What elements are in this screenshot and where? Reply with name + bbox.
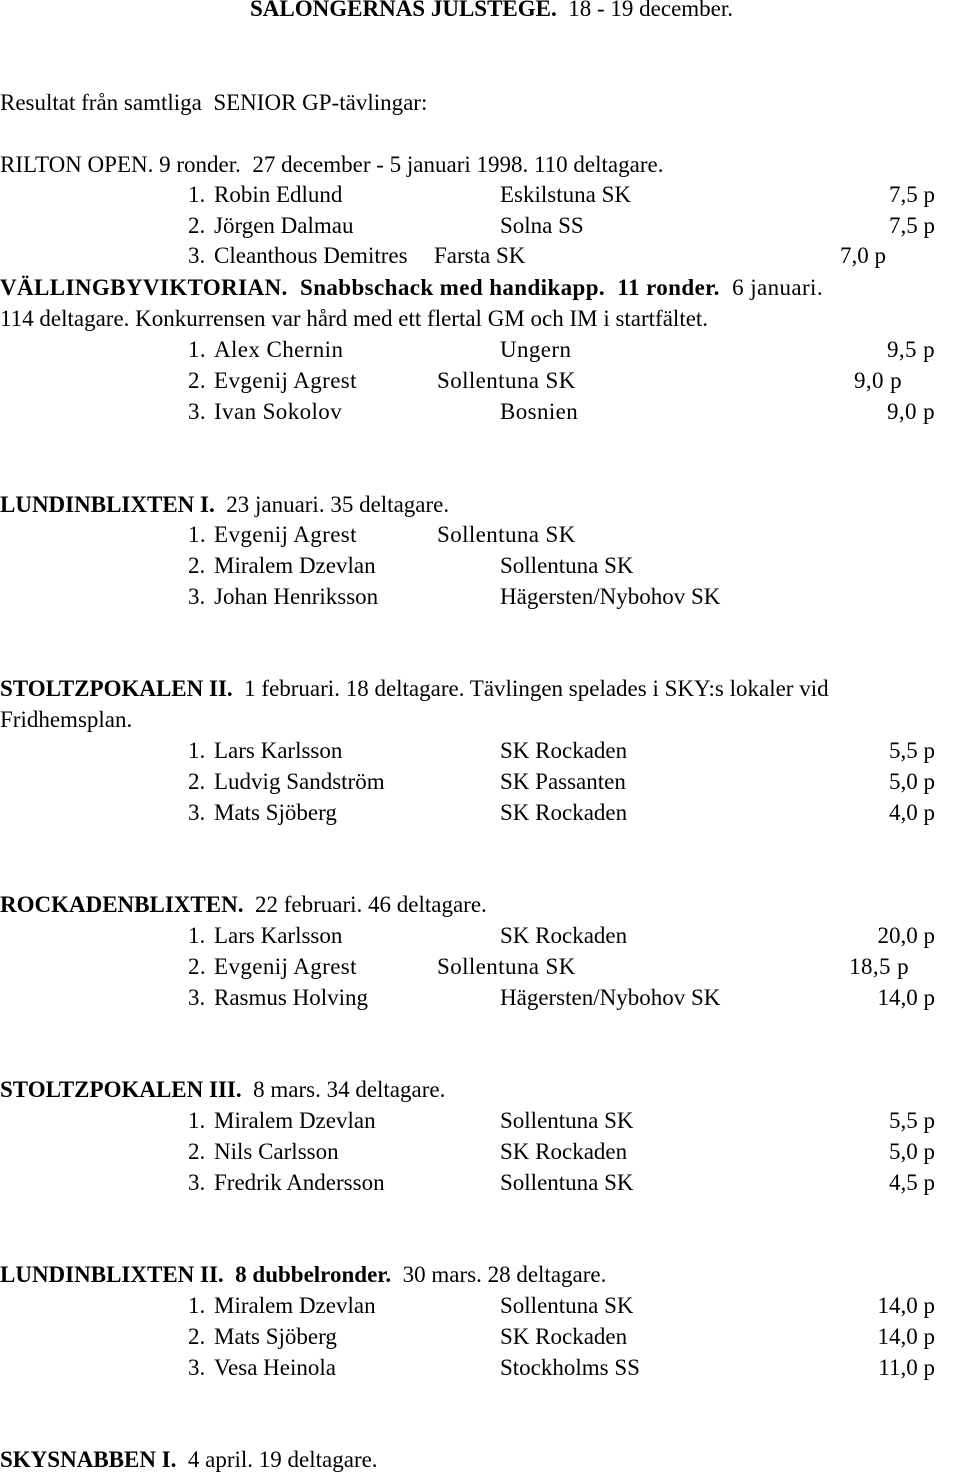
page-title	[250, 0, 733, 24]
title-date: 18 - 19 december.	[568, 0, 734, 21]
intro-line: Resultat från samtliga SENIOR GP-tävlingar:	[0, 90, 428, 115]
rilton-heading: RILTON OPEN. 9 ronder. 27 december - 5 januari 1998. 110 deltagare.	[0, 152, 664, 177]
title-bold: SALONGERNAS JULSTEGE.	[250, 0, 557, 21]
lundin2-heading: LUNDINBLIXTEN II. 8 dubbelronder. 30 mars. 28 deltagare.	[0, 1262, 607, 1287]
rockaden-heading: ROCKADENBLIXTEN. 22 februari. 46 deltagare.	[0, 892, 487, 917]
skysnabben-heading: SKYSNABBEN I. 4 april. 19 deltagare.	[0, 1447, 378, 1472]
vallingby-heading: VÄLLINGBYVIKTORIAN. Snabbschack med handikapp. 11 ronder. 6 januari.	[0, 275, 823, 300]
stoltz2-heading: STOLTZPOKALEN II. 1 februari. 18 deltagare. Tävlingen spelades i SKY:s lokaler vid	[0, 676, 829, 701]
lundin1-heading: LUNDINBLIXTEN I. 23 januari. 35 deltagare.	[0, 492, 450, 517]
stoltz3-heading: STOLTZPOKALEN III. 8 mars. 34 deltagare.	[0, 1077, 446, 1102]
stoltz2-info-cont: Fridhemsplan.	[0, 707, 133, 732]
vallingby-desc: 114 deltagare. Konkurrensen var hård med ett flertal GM och IM i startfältet.	[0, 306, 709, 331]
